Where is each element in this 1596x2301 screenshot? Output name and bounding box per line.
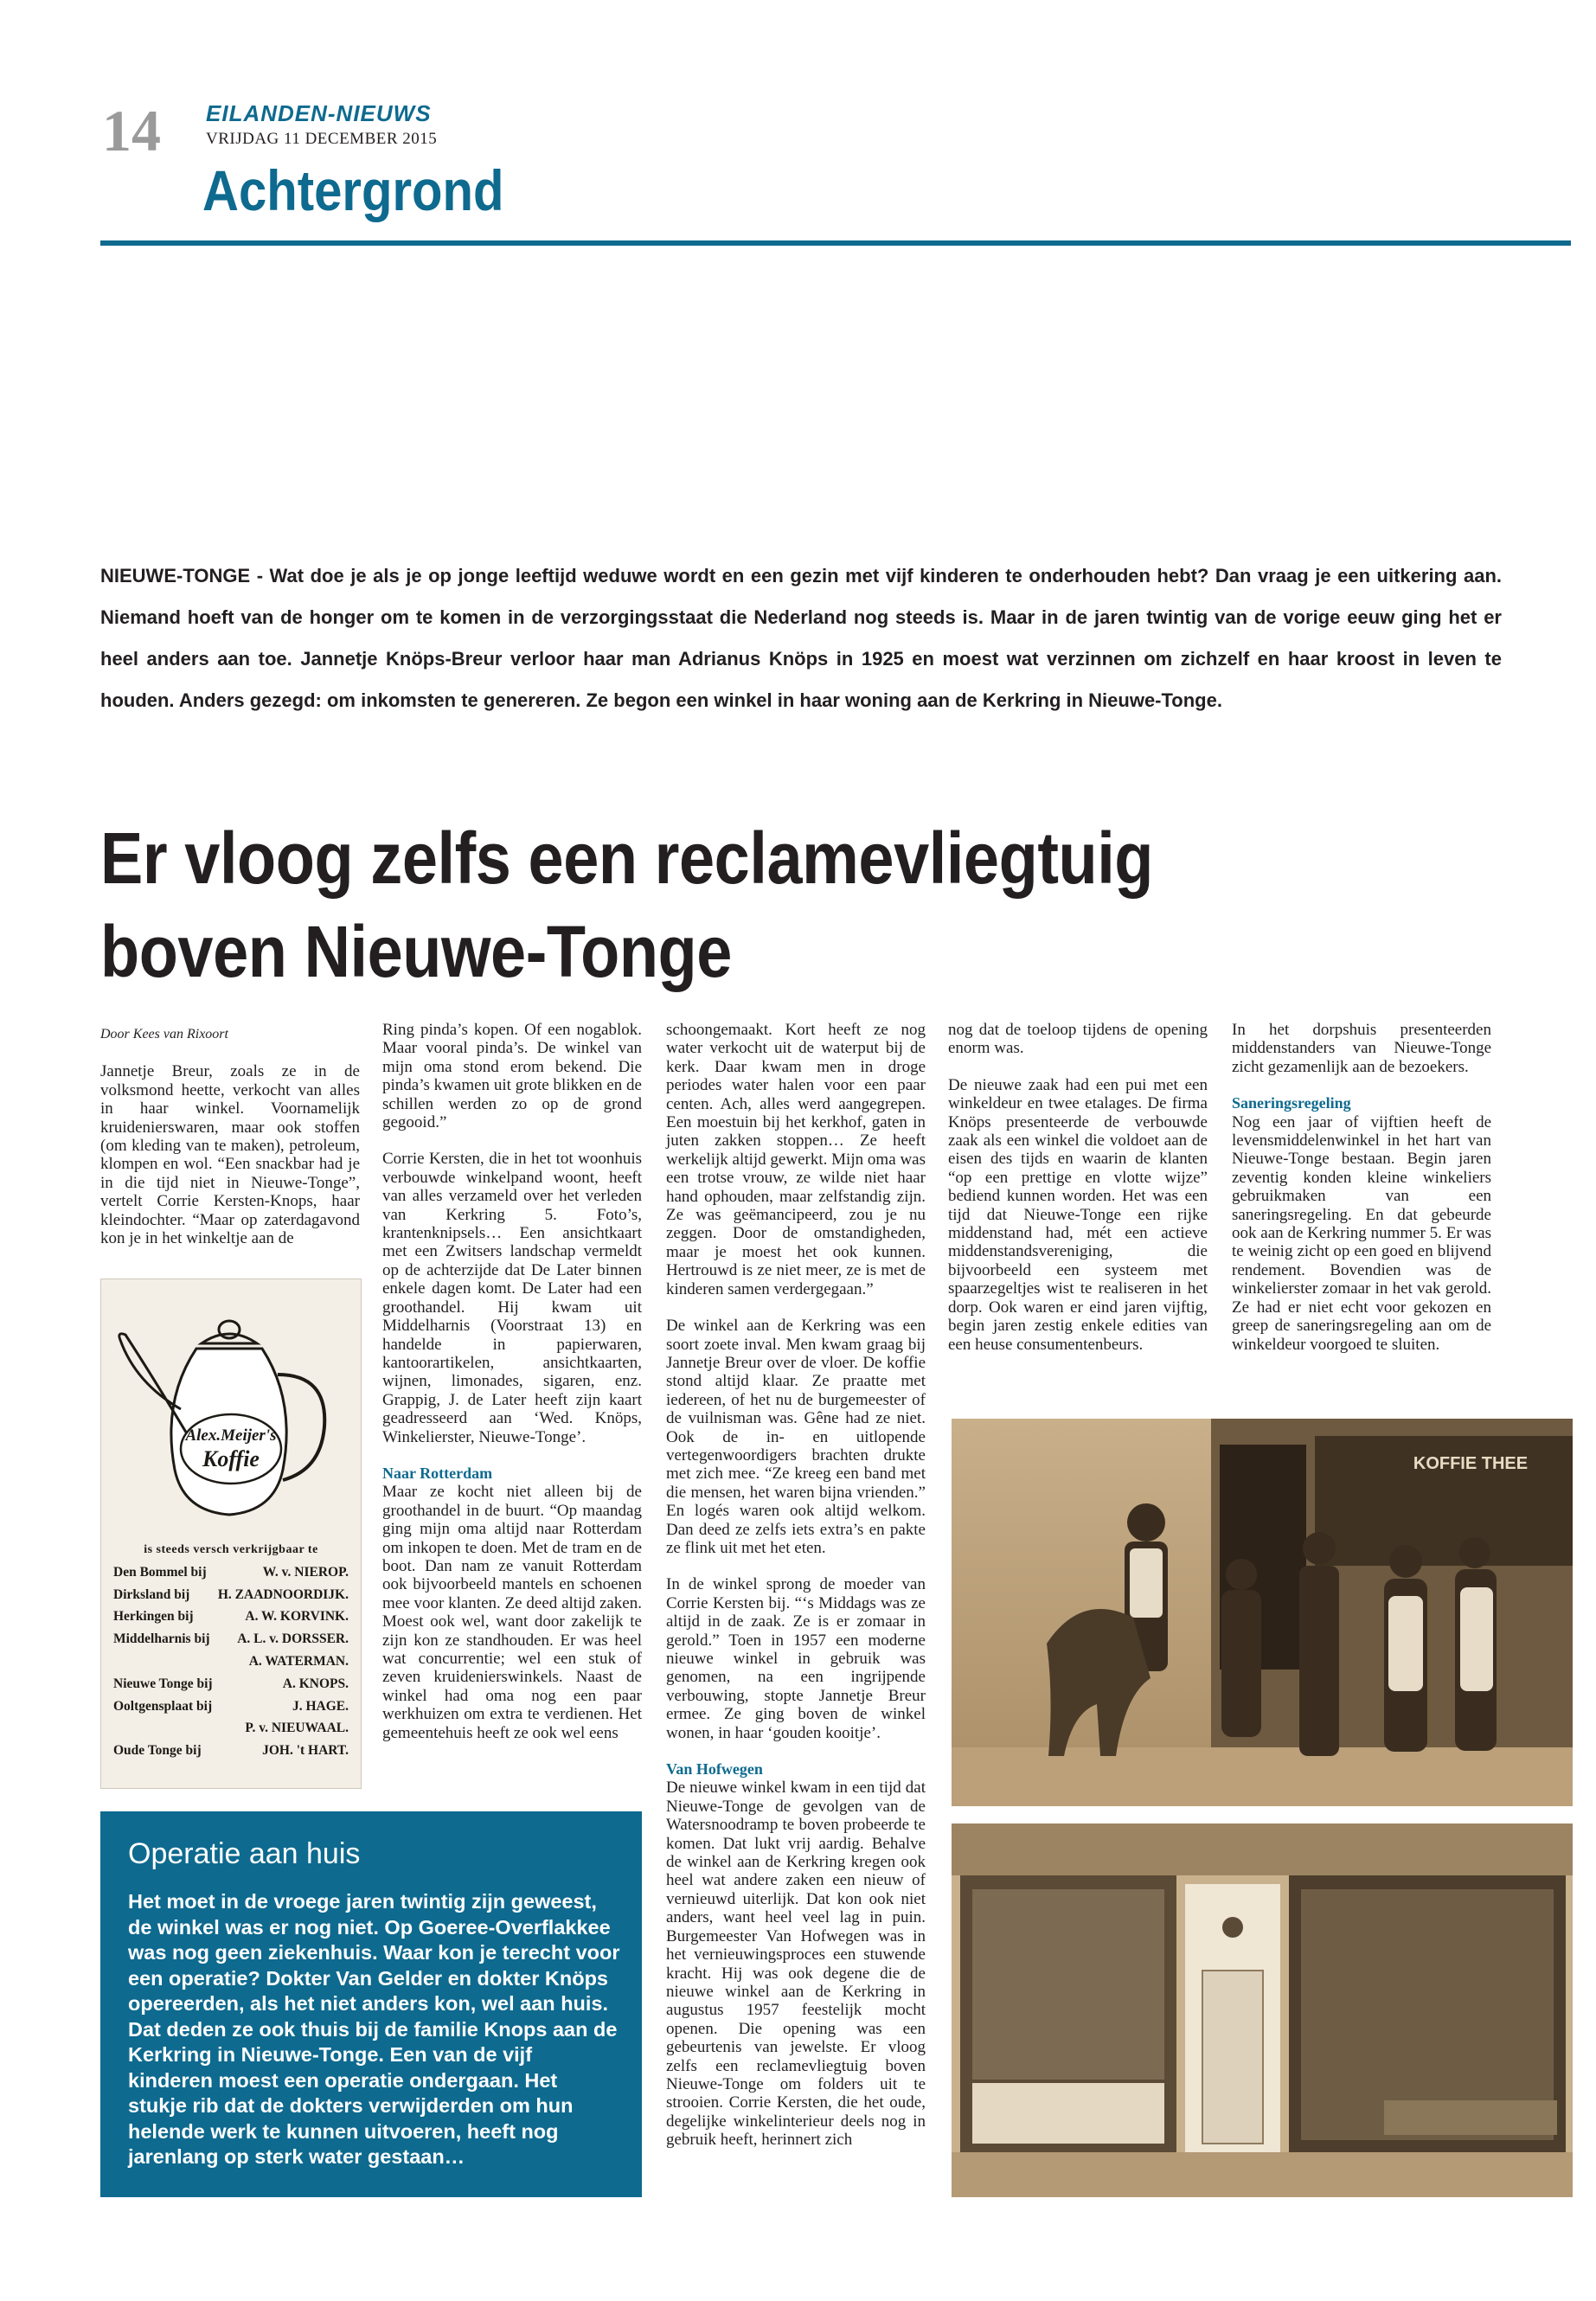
advert-seller-row <box>113 1606 349 1628</box>
advert-seller: A. WATERMAN. <box>248 1653 349 1669</box>
paragraph: Nog een jaar of vijftien heeft de levensmiddelenwinkel in het hart van Nieuwe-Tonge bestaan. Begin jaren zeventig konden kleine winkeliers gebruikmaken van een saneringsregeling. En dat gebeurde ook aan de Kerkring nummer 5. Er was te weinig zicht op een goed en blijvend rendement. Bovendien was de winkelierster zomaar in het vak gerold. Ze had er niet echt voor gekozen en greep de saneringsregeling aan om de winkeldeur voorgoed te sluiten. <box>1232 1112 1491 1354</box>
advert-intro: is steeds versch verkrijgbaar te <box>144 1543 318 1556</box>
article-column-2 <box>382 1021 642 1760</box>
advert-seller: JOH. 't HART. <box>262 1743 349 1759</box>
sidebar-box <box>100 1811 642 2197</box>
advert-seller-row <box>113 1695 349 1718</box>
article-column-1 <box>100 1025 360 1266</box>
advert-seller-row <box>113 1673 349 1695</box>
advert-place: Herkingen bij <box>113 1609 194 1625</box>
paragraph: De nieuwe zaak had een pui met een winkeldeur en twee etalages. De firma Knöps presenteerde de verbouwde zaak als een winkel die voldoet aan de eisen des tijds en waarin de klanten “op een prettige en vlotte wijze” bediend kunnen worden. Het was een tijd dat Nieuwe-Tonge een rijke middenstand had, mét een actieve middenstandsvereniging, die bijvoorbeeld een systeem met spaarzegeltjes wist te realiseren in het dorp. Ook waren er eind jaren vijftig, begin jaren zestig enkele edities van een heuse consumentenbeurs. <box>948 1075 1208 1354</box>
advert-seller-row <box>113 1628 349 1650</box>
sidebar-title: Operatie aan huis <box>128 1837 361 1870</box>
advert-place: Dirksland bij <box>113 1586 190 1602</box>
paragraph: De nieuwe winkel kwam in een tijd dat Nieuwe-Tonge de gevolgen van de Watersnoodramp te boven probeerde te komen. Dat lukt vrij aardig. Behalve de winkel aan de Kerkring kregen ook heel wat andere zaken een nieuw of vernieuwd uiterlijk. Dat kon ook niet anders, want heel veel lag in puin. Burgemeester Van Hofwegen was in het vernieuwingsproces een stuwende kracht. Hij was ook degene die de nieuwe winkel aan de Kerkring in augustus 1957 feestelijk mocht openen. Die opening was een gebeurtenis van jewelste. Er vloog zelfs een reclamevliegtuig boven Nieuwe-Tonge om folders uit te strooien. Corrie Kersten, die het oude, degelijke winkelinterieur deels nog in gebruik heeft, herinnert zich <box>666 1779 926 2150</box>
advert-seller: A. W. KORVINK. <box>245 1609 349 1625</box>
advert-seller: W. v. NIEROP. <box>262 1564 349 1580</box>
advert-seller: A. KNOPS. <box>282 1676 349 1691</box>
article-column-3 <box>666 1021 926 2168</box>
advert-place: Nieuwe Tonge bij <box>113 1676 213 1691</box>
section-divider <box>100 240 1571 246</box>
paragraph: Corrie Kersten, die in het tot woonhuis verbouwde winkelpand woont, heeft van alles verzameld over het verleden van Kerkring 5. Foto’s, krantenknipsels… Een ansichtkaart met een Zwitsers landschap vermeldt op de achterzijde dat De Later binnen enkele dagen komt. De Later had een groothandel. Hij kwam uit Middelharnis (Voorstraat 13) en handelde in papierwaren, kantoorartikelen, ansichtkaarten, wijnen, limonades, sigaren, enz. Grappig, J. de Later heeft zijn kaart geadresseerd aan ‘Wed. Knöps, Winkelierster, Nieuwe-Tonge’. <box>382 1150 642 1446</box>
advert-brand-line-1: Alex.Meijer's <box>185 1426 277 1445</box>
byline: Door Kees van Rixoort <box>100 1027 228 1042</box>
subhead-van-hofwegen: Van Hofwegen <box>666 1760 763 1779</box>
advert-place: Ooltgensplaat bij <box>113 1698 213 1714</box>
page-number: 14 <box>102 98 161 163</box>
vintage-coffee-advert <box>100 1279 362 1789</box>
historic-photo-storefront <box>952 1823 1573 2197</box>
paragraph: In het dorpshuis presenteerden middenstanders van Nieuwe-Tonge zicht gezamenlijk aan de bezoekers. <box>1232 1021 1491 1076</box>
newspaper-masthead: EILANDEN-NIEUWS <box>206 100 432 126</box>
article-headline <box>100 811 1334 998</box>
paragraph: Jannetje Breur, zoals ze in de volksmond heette, verkocht van alles in haar winkel. Voornamelijk kruidenierswaren, maar ook stoffen (om kleding van te maken), petroleum, klompen en wol. “Een snackbar had je in die tijd niet in Nieuwe-Tonge”, vertelt Corrie Kersten-Knops, haar kleindochter. “Maar op zaterdagavond kon je in het winkeltje aan de <box>100 1062 360 1248</box>
shop-sign-text: KOFFIE THEE <box>1413 1454 1529 1473</box>
paragraph: In de winkel sprong de moeder van Corrie Kersten bij. “‘s Middags was ze altijd in de zaak. Ze is er zomaar in gerold.” Toen in 1957 een moderne nieuwe winkel in gebruik was genomen, na een ingrijpende verbouwing, stopte Jannetje Breur ermee. Ze ging boven de winkel wonen, in haar ‘gouden kooitje’. <box>666 1575 926 1742</box>
advert-seller: P. v. NIEUWAAL. <box>245 1721 349 1736</box>
paragraph: schoongemaakt. Kort heeft ze nog water verkocht uit de waterput bij de kerk. Daar kwam men in droge periodes water halen voor een paar centen. Ach, alles werd aangegrepen. Een moestuin bij het kerkhof, gaten in juten zakken stoppen… Ze heeft werkelijk altijd gewerkt. Mijn oma was een trotse vrouw, ze wilde niet haar hand ophouden, maar zelfstandig zijn. Ze was geëmancipeerd, zou je nu zeggen. Door de omstandigheden, maar je moest het ook kunnen. Hertrouwd is ze niet meer, ze is met de kinderen samen verdergegaan.” <box>666 1021 926 1298</box>
coffee-pot-illustration <box>101 1279 361 1539</box>
advert-place: Middelharnis bij <box>113 1631 210 1647</box>
advert-seller: A. L. v. DORSSER. <box>237 1631 349 1647</box>
advert-seller-row <box>113 1717 349 1740</box>
article-column-5 <box>1232 1021 1491 1372</box>
advert-seller-list <box>113 1539 349 1762</box>
photo-family-shopfront <box>952 1419 1573 1806</box>
photo-shop-facade <box>952 1823 1573 2197</box>
advert-place: Oude Tonge bij <box>113 1743 202 1759</box>
advert-place: Den Bommel bij <box>113 1564 207 1580</box>
historic-photo-people <box>952 1419 1573 1806</box>
subhead-naar-rotterdam: Naar Rotterdam <box>382 1464 493 1482</box>
paragraph: nog dat de toeloop tijdens de opening enorm was. <box>948 1021 1208 1058</box>
article-column-4 <box>948 1021 1208 1372</box>
advert-brand-line-2: Koffie <box>202 1446 260 1471</box>
article-intro: NIEUWE-TONGE - Wat doe je als je op jonge leeftijd weduwe wordt en een gezin met vijf kinderen te onderhouden hebt? Dan vraag je een uitkering aan. Niemand hoeft van de honger om te komen in de verzorgingsstaat die Nederland nog steeds is. Maar in de jaren twintig van de vorige eeuw ging het er heel anders aan toe. Jannetje Knöps-Breur verloor haar man Adrianus Knöps in 1925 en moest wat verzinnen om zichzelf en haar kroost in leven te houden. Anders gezegd: om inkomsten te genereren. Ze begon een winkel in haar woning aan de Kerkring in Nieuwe-Tonge. <box>100 565 1502 711</box>
paragraph: Ring pinda’s kopen. Of een nogablok. Maar vooral pinda’s. De winkel van mijn oma stond erom bekend. Die pinda’s kwamen uit grote blikken en de schillen werden zo op de grond gegooid.” <box>382 1021 642 1132</box>
sidebar-text: Het moet in de vroege jaren twintig zijn geweest, de winkel was er nog niet. Op Goeree-Overflakkee was nog geen ziekenhuis. Waar kon je terecht voor een operatie? Dokter Van Gelder en dokter Knöps opereerden, als het niet anders kon, wel aan huis. Dat deden ze ook thuis bij de familie Knops aan de Kerkring in Nieuwe-Tonge. Een van de vijf kinderen moest een operatie ondergaan. Het stukje rib dat de dokters verwijderden om hun helende werk te kunnen uitvoeren, heeft nog jarenlang op sterk water gestaan… <box>128 1890 620 2168</box>
section-title: Achtergrond <box>202 158 504 222</box>
subhead-saneringsregeling: Saneringsregeling <box>1232 1094 1351 1112</box>
advert-seller-row <box>113 1561 349 1584</box>
advert-seller-row <box>113 1740 349 1762</box>
advert-seller-row <box>113 1650 349 1673</box>
paragraph: De winkel aan de Kerkring was een soort zoete inval. Men kwam graag bij Jannetje Breur over de vloer. De koffie stond altijd klaar. Ze praatte met iedereen, of het nu de burgemeester of de vuilnisman was. Gêne had ze niet. Ook de in- en uitlopende vertegenwoordigers brachten drukte met zich mee. “Ze kreeg een band met die mensen, het waren bijna vrienden.” En logés waren ook altijd welkom. Dan deed ze zelfs iets extra’s en pakte ze flink uit met het eten. <box>666 1317 926 1557</box>
advert-seller-row <box>113 1584 349 1606</box>
issue-date: VRIJDAG 11 DECEMBER 2015 <box>206 130 438 148</box>
advert-seller: H. ZAADNOORDIJK. <box>217 1586 349 1602</box>
headline-line-1: Er vloog zelfs een reclamevliegtuig <box>100 817 1154 899</box>
advert-seller: J. HAGE. <box>292 1698 349 1714</box>
headline-line-2: boven Nieuwe-Tonge <box>100 911 732 992</box>
paragraph: Maar ze kocht niet alleen bij de groothandel in de buurt. “Op maandag ging mijn oma altijd naar Rotterdam om inkopen te doen. Met de tram en de boot. Dan nam ze vanuit Rotterdam ook bijvoorbeeld mantels en schoenen mee voor klanten. Ze deed altijd zaken. Moest ook wel, want door zakelijk te zijn kon ze standhouden. Er was heel wat concurrentie; wel een stuk of zeven kruidenierswinkels. Naast de winkel had oma nog een paar werkhuizen om extra te verdienen. Het gemeentehuis heeft ze ook wel eens <box>382 1483 642 1742</box>
